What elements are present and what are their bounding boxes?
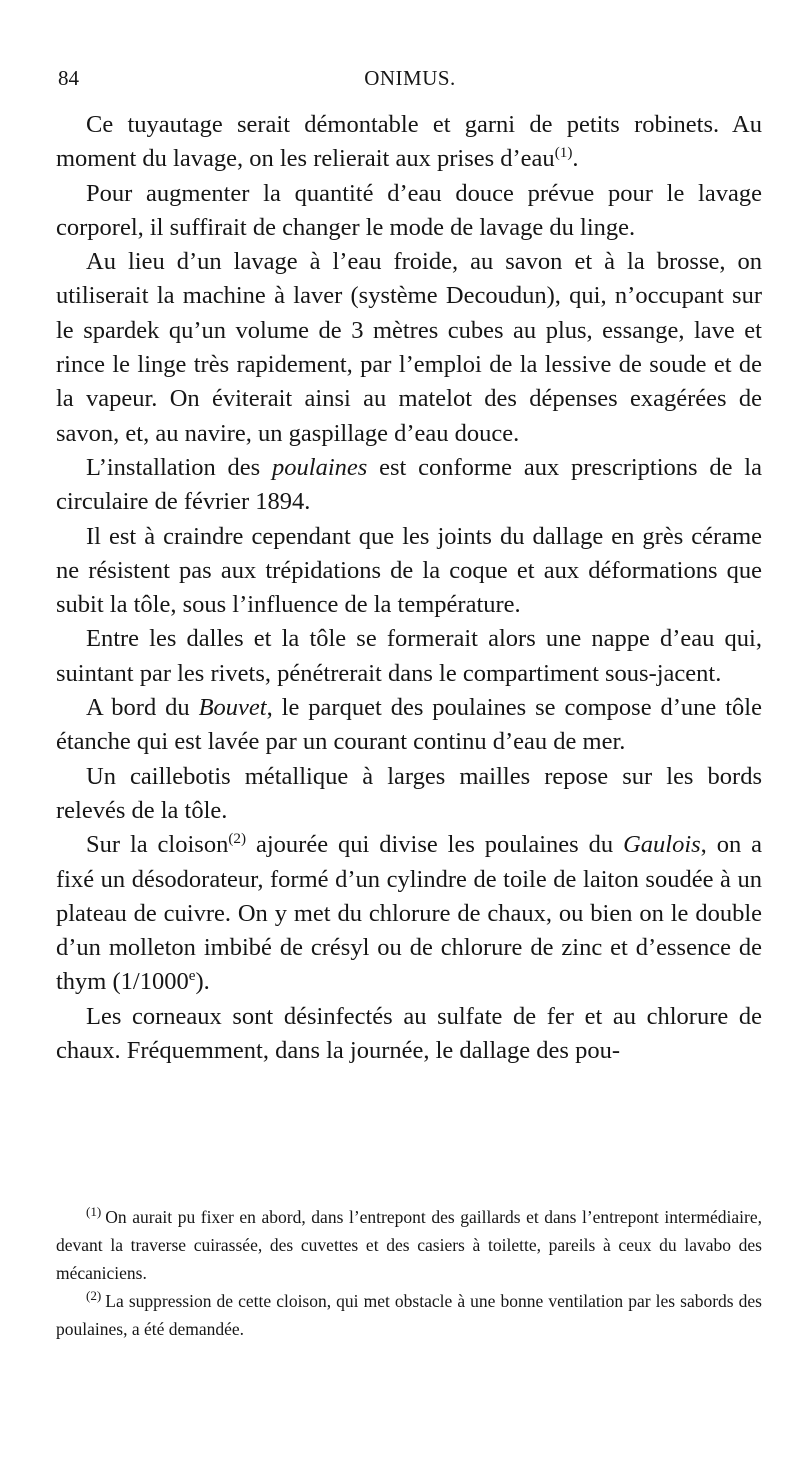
ship-name: Gaulois [623,831,701,859]
paragraph-1 [56,108,762,177]
paragraph-text: L’installation des [86,453,273,481]
footnote-ref-1: (1) [554,144,573,162]
footnotes [56,1203,762,1343]
paragraph-text: est conforme aux prescriptions de la circulaire de février 1894. [56,453,762,516]
paragraph-text: , le parquet des poulaines se compose d’une tôle étanche qui est lavée par un courant continu d’eau de mer. [56,694,762,756]
paragraph-text: Sur la cloison [86,831,229,859]
paragraph-7 [56,691,762,760]
paragraph-10: Les corneaux sont désinfectés au sulfate de fer et au chlorure de chaux. Fréquemment, dans la journée, le dallage des pou- [56,1002,762,1065]
paragraph-5: Il est à craindre cependant que les joints du dallage en grès cérame ne résistent pas aux trépidations de la coque et aux déformations que subit la tôle, sous l’influence de la température. [56,522,762,619]
paragraph-text: ). [195,968,210,996]
paragraph-9 [56,828,762,999]
footnote-2 [56,1287,762,1343]
paragraph-3: Au lieu d’un lavage à l’eau froide, au savon et à la brosse, on utiliserait la machine à laver (système Decoudun), qui, n’occupant sur le spardek qu’un volume de 3 mètres cubes au plus, essange, lave et rince le linge très rapidement, par l’emploi de la lessive de soude et de la vapeur. On éviterait ainsi au matelot des dépenses exagérées de savon, et, au navire, un gaspillage d’eau douce. [56,248,762,447]
footnote-text: On aurait pu fixer en abord, dans l’entrepont des gaillards et dans l’entrepont intermédiaire, devant la traverse cuirassée, des cuvettes et des casiers à toilette, pareils à ceux du lavabo des mécaniciens. [56,1207,762,1283]
italic-term: poulaines [272,453,368,481]
footnote-mark: (2) [86,1288,102,1304]
footnote-1 [56,1203,762,1287]
paragraph-8: Un caillebotis métallique à larges mailles repose sur les bords relevés de la tôle. [56,762,762,824]
footnote-ref-2: (2) [228,830,247,848]
paragraph-text: Ce tuyautage serait démontable et garni de petits robinets. Au moment du lavage, on les relierait aux prises d’eau [56,111,762,173]
paragraph-text: . [572,145,579,173]
page-number: 84 [58,66,79,90]
body-text [56,108,762,1068]
page-header [58,66,762,96]
running-head: ONIMUS. [364,66,456,90]
paragraph-6: Entre les dalles et la tôle se formerait alors une nappe d’eau qui, suintant par les rivets, pénétrerait dans le compartiment sous-jacent. [56,625,762,687]
paragraph-text: , on a fixé un désodorateur, formé d’un cylindre de toile de laiton soudée à un plateau de cuivre. On y met du chlorure de chaux, ou bien on le double d’un molleton imbibé de crésyl ou de chlorure de zinc et d’essence de thym (1/1000 [56,831,763,996]
paragraph-text: A bord du [86,694,199,722]
footnote-text: La suppression de cette cloison, qui met obstacle à une bonne ventilation par les sabords des poulaines, a été demandée. [56,1291,762,1339]
paragraph-2: Pour augmenter la quantité d’eau douce prévue pour le lavage corporel, il suffirait de changer le mode de lavage du linge. [56,179,762,241]
footnote-mark: (1) [86,1204,102,1220]
superscript: e [188,967,196,985]
paragraph-4 [56,451,762,520]
ship-name: Bouvet [198,694,267,722]
paragraph-text: ajourée qui divise les poulaines du [246,831,624,859]
